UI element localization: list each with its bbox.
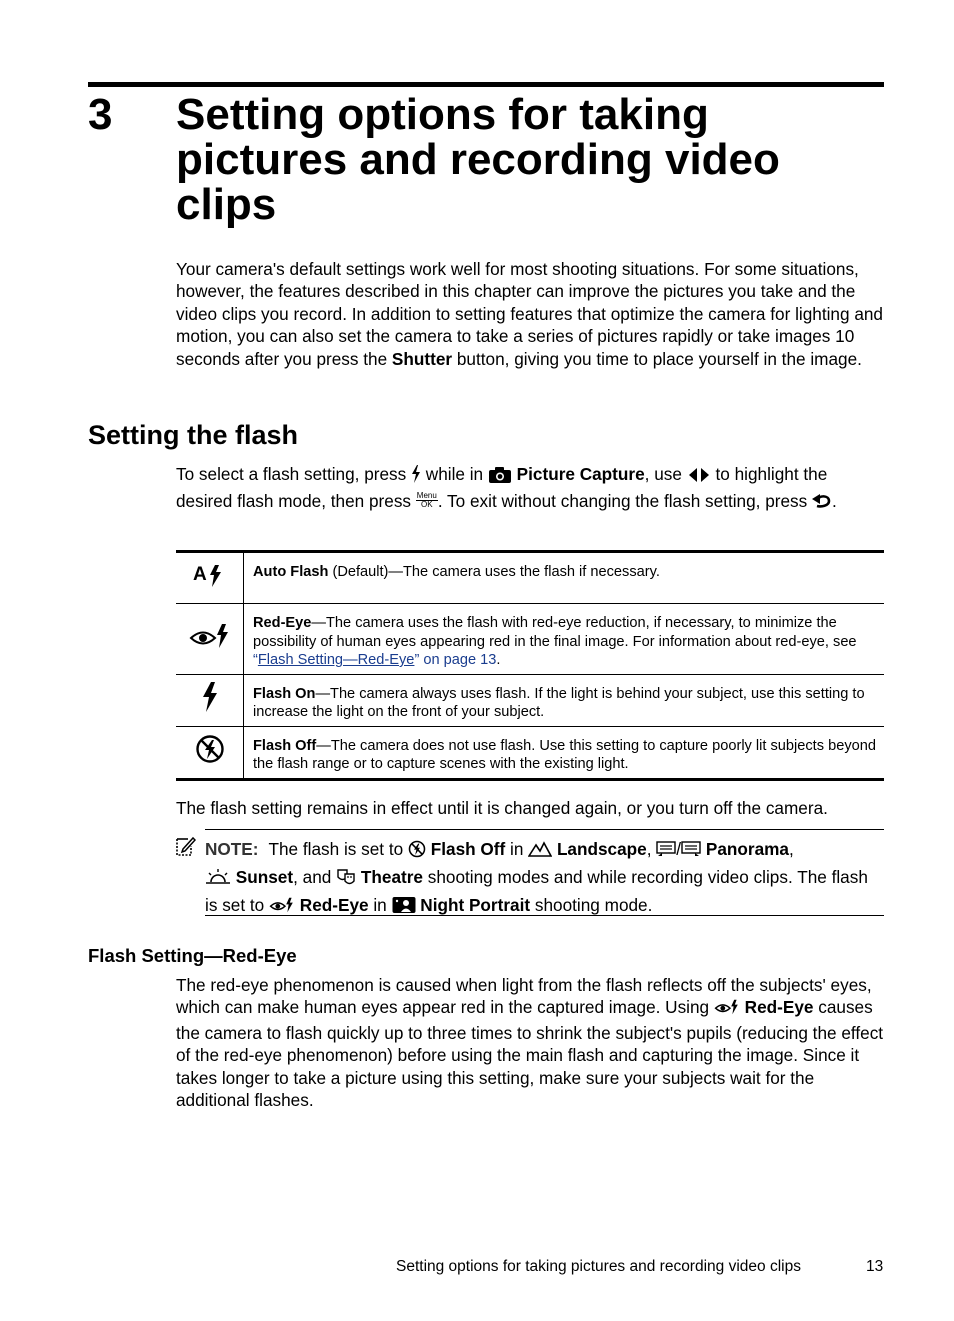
auto-flash-icon [192,564,227,594]
menu-ok-icon: Menu OK [416,490,437,509]
subsection-heading-red-eye: Flash Setting—Red-Eye [88,945,297,966]
svg-text:A: A [192,564,207,586]
panorama-left-icon [656,840,676,865]
left-right-arrows-icon [687,466,711,490]
note-rule-top [205,829,884,830]
page-number: 13 [866,1258,884,1275]
section-heading-flash: Setting the flash [88,420,299,450]
table-row: Flash Off—The camera does not use flash. Use this setting to capture poorly lit subjects beyond the flash range or to capture scenes with the existing light. [176,726,884,779]
table-row: Flash On—The camera always uses flash. If the light is behind your subject, use this setting to increase the light on the front of your subject. [176,674,884,726]
shutter-term: Shutter [391,348,453,369]
note-rule-bottom [205,915,884,916]
flash-off-icon [195,752,225,768]
flash-instructions: To select a flash setting, press while in Picture Capture, use to highlight the desired flash mode, then press Menu OK . To exit without changing the flash setting, press . [176,463,886,516]
flash-off-icon [408,840,426,865]
chapter-title: Setting options for taking pictures and recording video clips [176,90,780,229]
table-row: Red-Eye—The camera uses the flash with red-eye reduction, if necessary, to minimize the possibility of human eyes appearing red in the final image. For information about red-eye, see “Flash Setting—Red-Eye” on page 13. [176,604,884,675]
picture-capture-term: Picture Capture [516,464,645,484]
back-arrow-icon [812,492,832,517]
red-eye-section-link[interactable]: Flash Setting—Red-Eye [257,652,415,668]
note-pencil-icon [174,836,196,863]
flash-modes-table [176,550,884,781]
table-row: A Auto Flash (Default)—The camera uses the flash if necessary. [176,552,884,604]
red-eye-icon [189,639,231,655]
flash-on-icon [200,701,220,717]
panorama-right-icon [681,840,701,865]
flash-remains-text: The flash setting remains in effect until it is changed again, or you turn off the camera. [176,798,828,818]
red-eye-icon [714,998,740,1021]
landscape-icon [528,840,552,865]
intro-paragraph: Your camera's default settings work well for most shooting situations. For some situations, however, the features described in this chapter can improve the pictures you take and the video clips you record. In addition to setting features that optimize the camera for lighting and motion, you can also set the camera to take a series of pictures rapidly or take images 10 seconds after you press the Shutter button, giving you time to place yourself in the image. [176,259,883,369]
theatre-icon [336,868,356,893]
night-portrait-icon [392,896,416,921]
red-eye-icon [269,896,295,921]
flash-button-icon [411,465,421,490]
chapter-number: 3 [88,90,113,139]
camera-icon [488,466,512,490]
sunset-icon [205,868,231,893]
note-label: NOTE: [205,839,259,859]
red-eye-paragraph: The red-eye phenomenon is caused when light from the flash reflects off the subjects' eyes, which can make human eyes appear red in the captured image. Using Red-Eye causes the camera to flash quickly up to three times to shrink the subject's pupils (reducing the effect of the red-eye phenomenon) before using the main flash and capturing the image. Since it takes longer to take a picture using this setting, make sure your subjects wait for the additional flashes. [176,975,884,1111]
chapter-rule [88,82,884,87]
footer-title: Setting options for taking pictures and recording video clips [396,1258,801,1275]
note-paragraph: NOTE: The flash is set to Flash Off in Landscape, / Panorama, Sunset, and Theatre shooting modes and while recording video clips. The flash is set to Red-Eye in Night Portrait shooting mode. [205,837,885,921]
